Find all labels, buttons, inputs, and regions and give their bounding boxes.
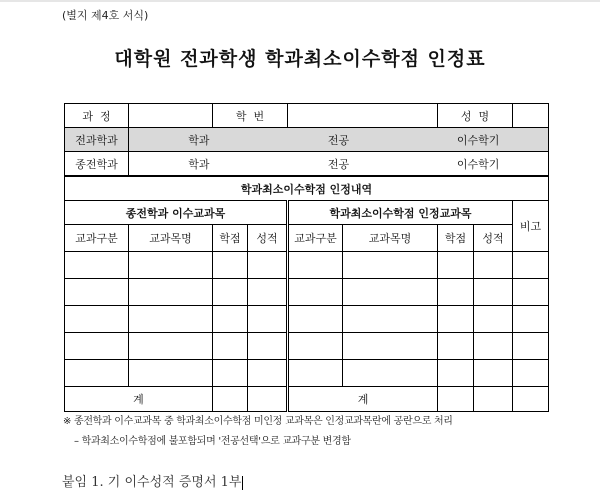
table-row bbox=[65, 306, 549, 333]
cell-right-credits[interactable] bbox=[438, 306, 474, 333]
attachment-text: 붙임 1. 기 이수성적 증명서 1부 bbox=[62, 475, 242, 490]
cell-right-grade[interactable] bbox=[474, 252, 513, 279]
cell-left-credits[interactable] bbox=[213, 252, 248, 279]
cell-left-grade[interactable] bbox=[248, 279, 288, 306]
cell-left-credits[interactable] bbox=[213, 279, 248, 306]
col-right-category: 교과구분 bbox=[288, 225, 343, 252]
cell-right-credits[interactable] bbox=[438, 333, 474, 360]
section-title: 학과최소이수학점 인정내역 bbox=[65, 176, 549, 201]
transfer-dept-label: 전과학과 bbox=[65, 128, 129, 152]
cell-left-course-name[interactable] bbox=[129, 333, 213, 360]
student-id-label: 학 번 bbox=[213, 104, 288, 128]
group-header-row bbox=[65, 201, 549, 225]
text-cursor bbox=[242, 476, 243, 490]
recognized-courses-header: 학과최소이수학점 인정교과목 bbox=[288, 201, 513, 225]
left-total-grade[interactable] bbox=[248, 387, 288, 412]
page-title: 대학원 전과학생 학과최소이수학점 인정표 bbox=[114, 48, 486, 70]
student-id-input[interactable] bbox=[288, 104, 438, 128]
col-left-course-name: 교과목명 bbox=[129, 225, 213, 252]
course-input[interactable] bbox=[129, 104, 213, 128]
name-input[interactable] bbox=[513, 104, 549, 128]
col-right-credits: 학점 bbox=[438, 225, 474, 252]
cell-left-category[interactable] bbox=[65, 252, 129, 279]
cell-remarks[interactable] bbox=[513, 279, 549, 306]
total-remarks[interactable] bbox=[513, 387, 549, 412]
cell-left-category[interactable] bbox=[65, 333, 129, 360]
info-row-basic bbox=[65, 104, 549, 128]
right-total-credits[interactable] bbox=[438, 387, 474, 412]
cell-left-course-name[interactable] bbox=[129, 252, 213, 279]
table-row bbox=[65, 333, 549, 360]
cell-right-course-name[interactable] bbox=[343, 279, 438, 306]
prev-courses-header: 종전학과 이수교과목 bbox=[65, 201, 288, 225]
cell-right-category[interactable] bbox=[288, 360, 343, 387]
cell-left-grade[interactable] bbox=[248, 333, 288, 360]
cell-left-credits[interactable] bbox=[213, 360, 248, 387]
cell-right-category[interactable] bbox=[288, 333, 343, 360]
info-row-prev-dept bbox=[65, 152, 549, 177]
recognition-form-table bbox=[64, 103, 549, 412]
table-row bbox=[65, 360, 549, 387]
cell-right-course-name[interactable] bbox=[343, 333, 438, 360]
col-left-credits: 학점 bbox=[213, 225, 248, 252]
form-number-label: (별지 제4호 서식) bbox=[62, 9, 149, 22]
left-total-credits[interactable] bbox=[213, 387, 248, 412]
cell-left-course-name[interactable] bbox=[129, 306, 213, 333]
col-left-grade: 성적 bbox=[248, 225, 288, 252]
cell-left-grade[interactable] bbox=[248, 306, 288, 333]
prev-major-suffix: 전공 bbox=[327, 157, 350, 171]
cell-remarks[interactable] bbox=[513, 333, 549, 360]
note-unrecognized: ※ 종전학과 이수교과목 중 학과최소이수학점 미인정 교과목은 인정교과목란에 공란으로 처리 bbox=[63, 416, 453, 427]
cell-right-category[interactable] bbox=[288, 306, 343, 333]
cell-left-category[interactable] bbox=[65, 279, 129, 306]
prev-dept-input[interactable] bbox=[129, 152, 549, 177]
cell-remarks[interactable] bbox=[513, 252, 549, 279]
cell-right-course-name[interactable] bbox=[343, 306, 438, 333]
cell-right-category[interactable] bbox=[288, 279, 343, 306]
cell-left-category[interactable] bbox=[65, 360, 129, 387]
cell-right-grade[interactable] bbox=[474, 360, 513, 387]
cell-right-credits[interactable] bbox=[438, 252, 474, 279]
cell-right-grade[interactable] bbox=[474, 279, 513, 306]
info-row-transfer-dept bbox=[65, 128, 549, 152]
total-row bbox=[65, 387, 549, 412]
col-right-course-name: 교과목명 bbox=[343, 225, 438, 252]
remarks-header: 비고 bbox=[513, 201, 549, 252]
cell-remarks[interactable] bbox=[513, 360, 549, 387]
transfer-dept-input[interactable] bbox=[129, 128, 549, 152]
cell-left-credits[interactable] bbox=[213, 306, 248, 333]
cell-right-grade[interactable] bbox=[474, 333, 513, 360]
attachment-line bbox=[62, 471, 243, 490]
cell-right-course-name[interactable] bbox=[343, 252, 438, 279]
column-header-row bbox=[65, 225, 549, 252]
cell-right-credits[interactable] bbox=[438, 360, 474, 387]
section-title-row bbox=[65, 176, 549, 201]
cell-right-category[interactable] bbox=[288, 252, 343, 279]
table-row bbox=[65, 279, 549, 306]
right-total-grade[interactable] bbox=[474, 387, 513, 412]
course-label: 과 정 bbox=[65, 104, 129, 128]
right-total-label: 계 bbox=[288, 387, 438, 412]
page-top-edge bbox=[0, 0, 600, 2]
cell-right-course-name[interactable] bbox=[343, 360, 438, 387]
col-right-grade: 성적 bbox=[474, 225, 513, 252]
table-row bbox=[65, 252, 549, 279]
cell-left-credits[interactable] bbox=[213, 333, 248, 360]
transfer-semester-suffix: 이수학기 bbox=[456, 133, 500, 147]
cell-left-grade[interactable] bbox=[248, 252, 288, 279]
note-reclassify: – 학과최소이수학점에 불포함되며 '전공선택'으로 교과구분 변경함 bbox=[74, 436, 351, 447]
left-total-label: 계 bbox=[65, 387, 213, 412]
cell-right-grade[interactable] bbox=[474, 306, 513, 333]
cell-left-category[interactable] bbox=[65, 306, 129, 333]
cell-left-course-name[interactable] bbox=[129, 279, 213, 306]
prev-dept-label: 종전학과 bbox=[65, 152, 129, 177]
cell-left-grade[interactable] bbox=[248, 360, 288, 387]
col-left-category: 교과구분 bbox=[65, 225, 129, 252]
cell-remarks[interactable] bbox=[513, 306, 549, 333]
name-label: 성 명 bbox=[438, 104, 513, 128]
transfer-major-suffix: 전공 bbox=[327, 133, 350, 147]
cell-left-course-name[interactable] bbox=[129, 360, 213, 387]
prev-semester-suffix: 이수학기 bbox=[456, 157, 500, 171]
prev-dept-suffix: 학과 bbox=[188, 157, 210, 171]
cell-right-credits[interactable] bbox=[438, 279, 474, 306]
transfer-dept-suffix: 학과 bbox=[188, 133, 210, 147]
